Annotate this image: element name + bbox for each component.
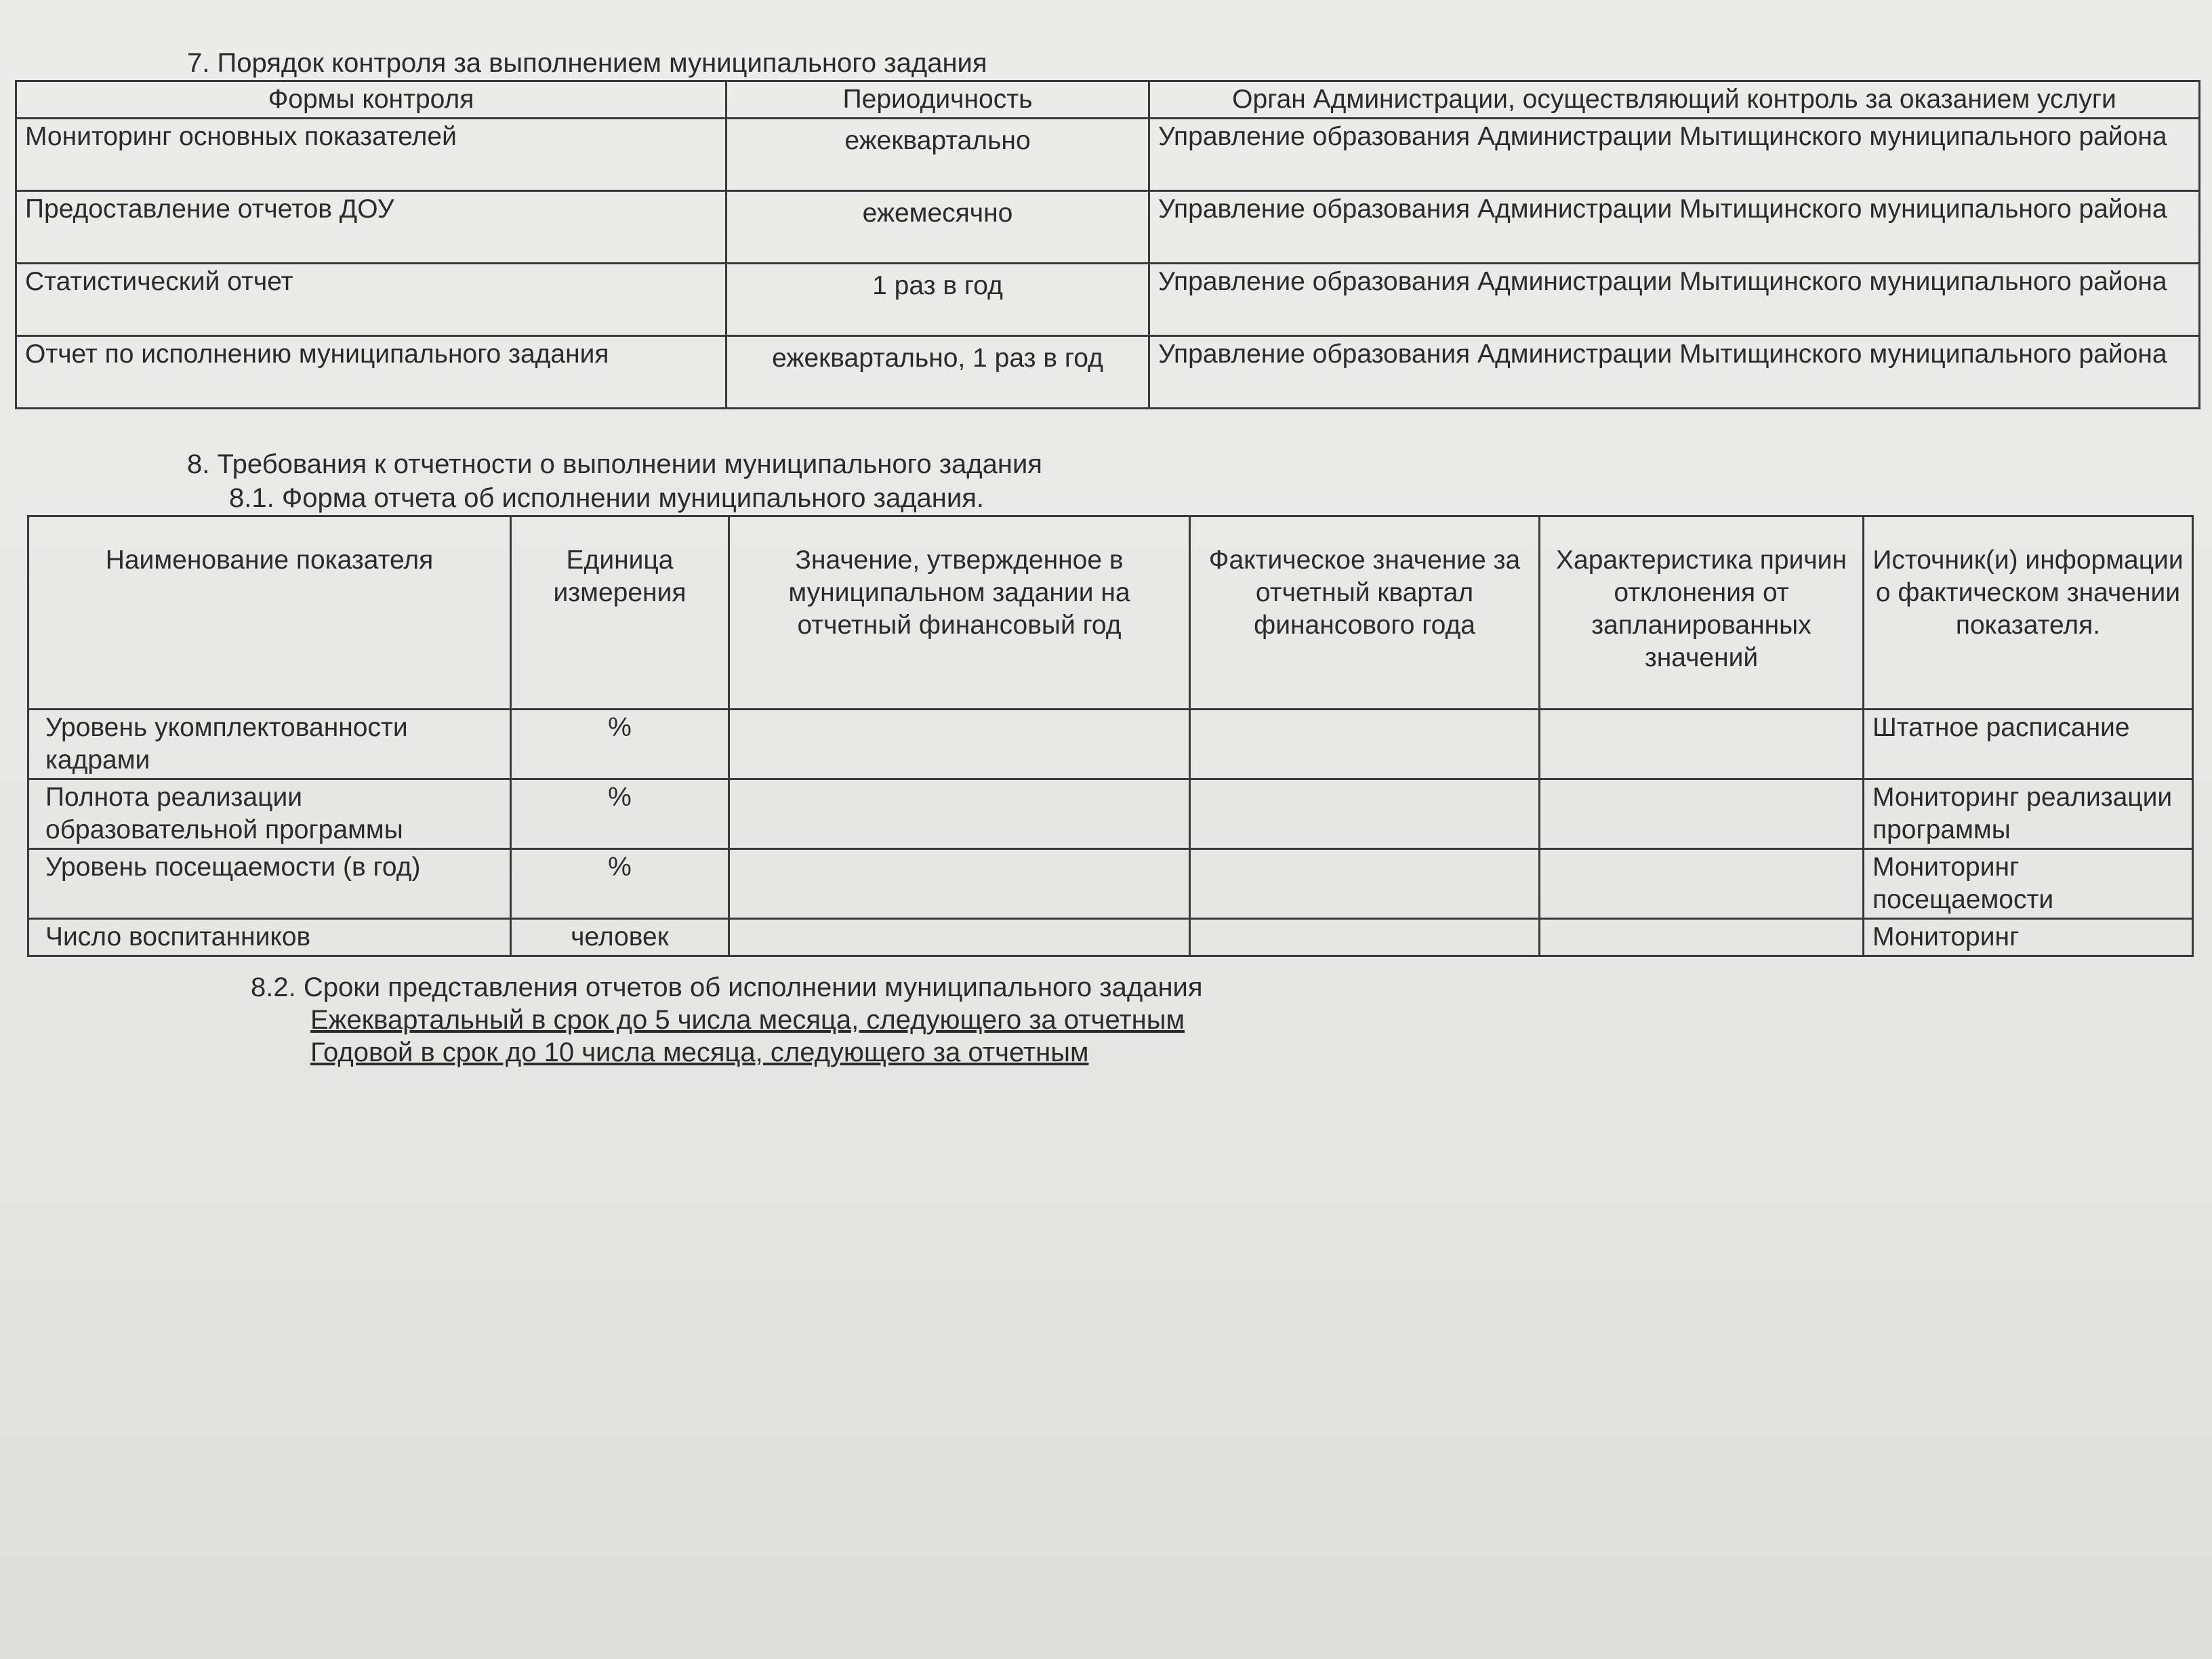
deviation-cell (1540, 779, 1864, 849)
indicator-name-cell: Полнота реализации образовательной программы (28, 779, 511, 849)
periodicity-cell: ежеквартально (726, 119, 1149, 191)
annual-deadline-text: Годовой в срок до 10 числа месяца, следующего за отчетным (310, 1038, 1089, 1067)
header-periodicity: Периодичность (726, 81, 1149, 119)
control-form-cell: Мониторинг основных показателей (16, 119, 726, 191)
approved-value-cell (729, 919, 1190, 956)
actual-value-cell (1190, 779, 1540, 849)
header-approved-value: Значение, утвержденное в муниципальном задании на отчетный финансовый год (729, 516, 1190, 710)
control-form-cell: Предоставление отчетов ДОУ (16, 191, 726, 264)
source-cell: Мониторинг посещаемости (1864, 849, 2193, 919)
control-table (15, 80, 2200, 409)
periodicity-cell: ежемесячно (726, 191, 1149, 264)
header-organ: Орган Администрации, осуществляющий контроль за оказанием услуги (1149, 81, 2200, 119)
header-indicator-name: Наименование показателя (28, 516, 511, 710)
table-row (28, 779, 2193, 849)
control-table-header (16, 81, 2200, 119)
table-row (28, 919, 2193, 956)
indicator-name-cell: Число воспитанников (28, 919, 511, 956)
section-7-title: 7. Порядок контроля за выполнением муниципального задания (187, 48, 987, 78)
periodicity-cell: ежеквартально, 1 раз в год (726, 336, 1149, 409)
section-8-2-title: 8.2. Сроки представления отчетов об исполнении муниципального задания (251, 972, 1203, 1002)
header-deviation: Характеристика причин отклонения от запланированных значений (1540, 516, 1864, 710)
table-row (16, 264, 2200, 336)
section-8-title: 8. Требования к отчетности о выполнении муниципального задания (187, 449, 1042, 479)
organ-cell: Управление образования Администрации Мытищинского муниципального района (1149, 191, 2200, 264)
table-row (28, 849, 2193, 919)
organ-cell: Управление образования Администрации Мытищинского муниципального района (1149, 264, 2200, 336)
actual-value-cell (1190, 849, 1540, 919)
source-cell: Мониторинг (1864, 919, 2193, 956)
header-source: Источник(и) информации о фактическом значении показателя. (1864, 516, 2193, 710)
indicator-name-cell: Уровень посещаемости (в год) (28, 849, 511, 919)
unit-cell: % (511, 849, 729, 919)
periodicity-cell: 1 раз в год (726, 264, 1149, 336)
section-8-1-title: 8.1. Форма отчета об исполнении муниципального задания. (229, 483, 984, 513)
deviation-cell (1540, 849, 1864, 919)
quarterly-deadline-text: Ежеквартальный в срок до 5 числа месяца, следующего за отчетным (310, 1005, 1185, 1035)
control-form-cell: Статистический отчет (16, 264, 726, 336)
approved-value-cell (729, 779, 1190, 849)
organ-cell: Управление образования Администрации Мытищинского муниципального района (1149, 336, 2200, 409)
indicator-name-cell: Уровень укомплектованности кадрами (28, 710, 511, 779)
deviation-cell (1540, 919, 1864, 956)
table-row (16, 119, 2200, 191)
actual-value-cell (1190, 710, 1540, 779)
control-form-cell: Отчет по исполнению муниципального задания (16, 336, 726, 409)
header-unit: Единица измерения (511, 516, 729, 710)
report-table-header (28, 516, 2193, 710)
unit-cell: % (511, 779, 729, 849)
table-row (16, 191, 2200, 264)
header-forms: Формы контроля (16, 81, 726, 119)
header-actual-value: Фактическое значение за отчетный квартал финансового года (1190, 516, 1540, 710)
approved-value-cell (729, 849, 1190, 919)
deviation-cell (1540, 710, 1864, 779)
report-form-table (27, 515, 2194, 957)
source-cell: Штатное расписание (1864, 710, 2193, 779)
source-cell: Мониторинг реализации программы (1864, 779, 2193, 849)
table-row (16, 336, 2200, 409)
unit-cell: % (511, 710, 729, 779)
unit-cell: человек (511, 919, 729, 956)
organ-cell: Управление образования Администрации Мытищинского муниципального района (1149, 119, 2200, 191)
table-row (28, 710, 2193, 779)
approved-value-cell (729, 710, 1190, 779)
actual-value-cell (1190, 919, 1540, 956)
